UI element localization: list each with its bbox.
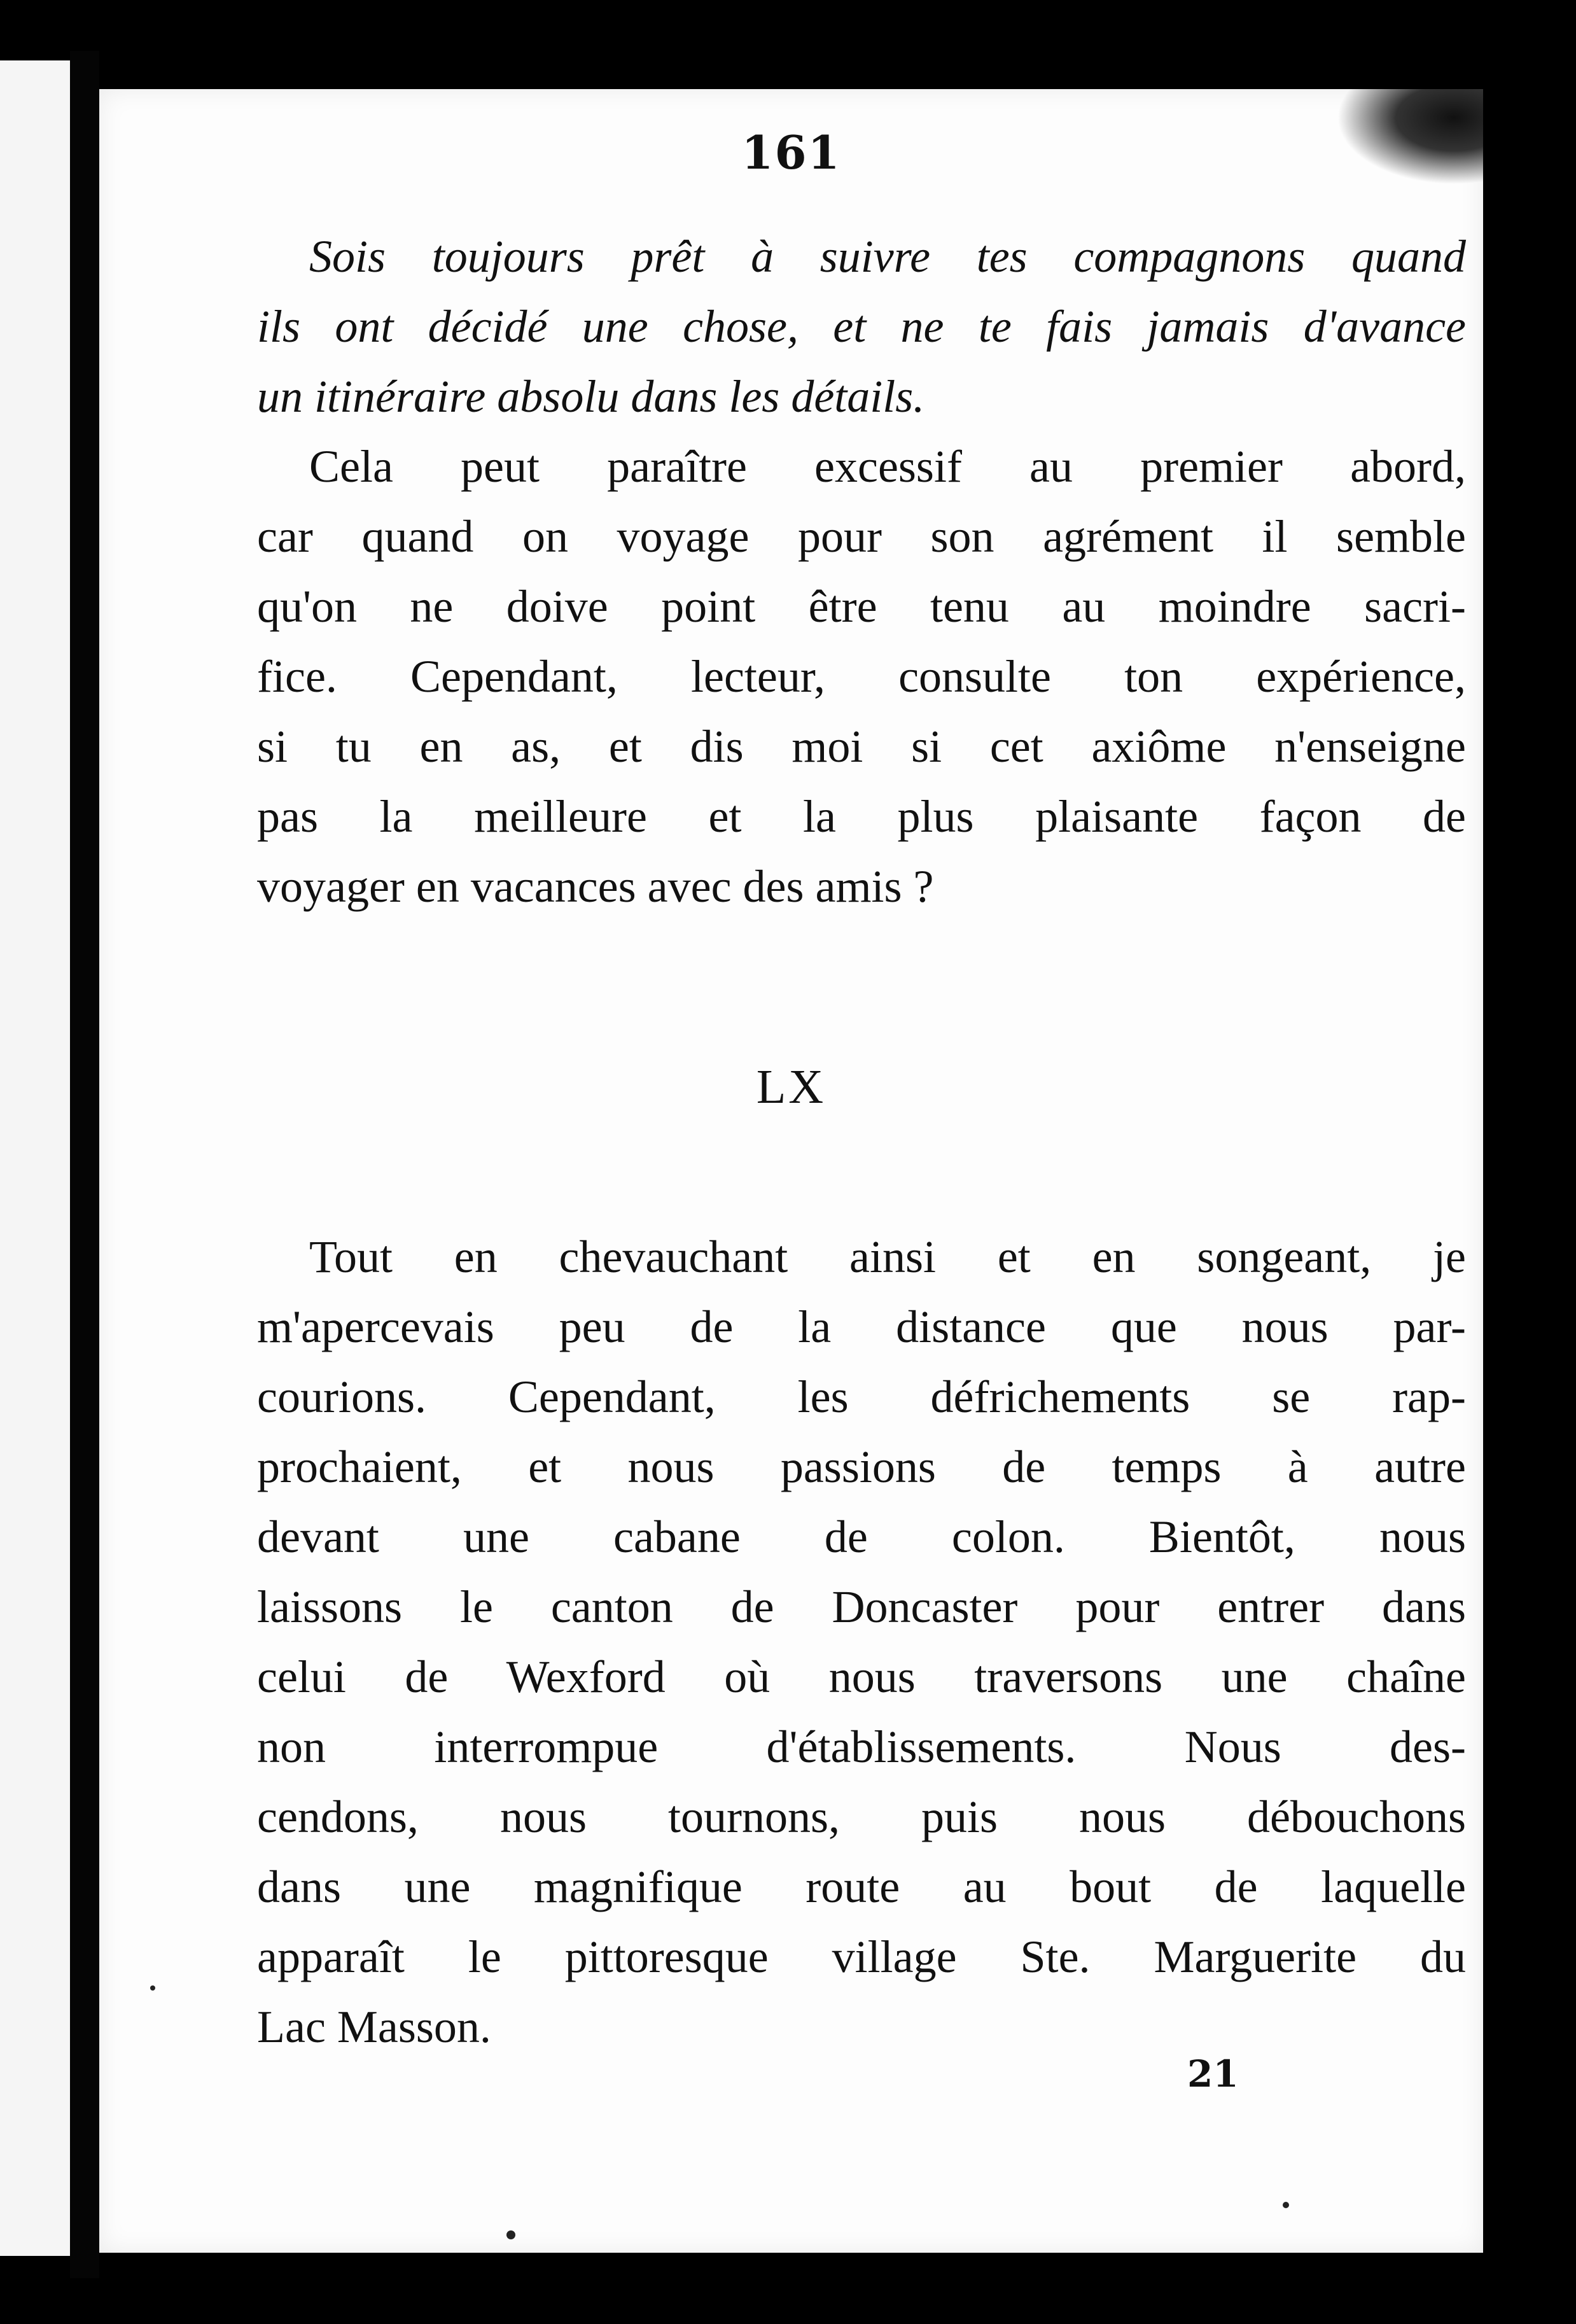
page-number: 161 [741, 125, 841, 179]
italic-paragraph [257, 221, 1466, 431]
text-line: courions. Cependant, les défrichements se rap- [257, 1371, 1466, 1422]
text-line: fice. Cependant, lecteur, consulte ton expérience, [257, 651, 1466, 702]
text-line: m'apercevais peu de la distance que nous par- [257, 1301, 1466, 1352]
text-line: prochaient, et nous passions de temps à autre [257, 1441, 1466, 1492]
text-line: devant une cabane de colon. Bientôt, nous [257, 1511, 1466, 1562]
text-line: Sois toujours prêt à suivre tes compagnons quand [309, 231, 1466, 282]
scan-speck [150, 1985, 155, 1991]
text-line: qu'on ne doive point être tenu au moindre sacri- [257, 581, 1466, 632]
signature-mark: 21 [1187, 2052, 1239, 2096]
text-line: si tu en as, et dis moi si cet axiôme n'enseigne [257, 721, 1466, 772]
section-paragraph [257, 1222, 1466, 2062]
text-line: voyager en vacances avec des amis ? [257, 861, 934, 912]
text-line: car quand on voyage pour son agrément il semble [257, 511, 1466, 562]
text-line: cendons, nous tournons, puis nous débouchons [257, 1791, 1466, 1842]
text-line: un itinéraire absolu dans les détails. [257, 371, 925, 422]
book-page [99, 89, 1483, 2253]
text-line: Tout en chevauchant ainsi et en songeant, je [309, 1231, 1466, 1282]
text-line: dans une magnifique route au bout de laquelle [257, 1861, 1466, 1912]
text-line: laissons le canton de Doncaster pour entrer dans [257, 1581, 1466, 1632]
text-line: ils ont décidé une chose, et ne te fais jamais d'avance [257, 301, 1466, 352]
text-line: celui de Wexford où nous traversons une chaîne [257, 1651, 1466, 1702]
scan-speck [1283, 2202, 1289, 2208]
text-line: Cela peut paraître excessif au premier abord, [309, 441, 1466, 492]
text-line: apparaît le pittoresque village Ste. Marguerite du [257, 1931, 1466, 1982]
book-binding [70, 51, 99, 2278]
text-line: pas la meilleure et la plus plaisante façon de [257, 791, 1466, 842]
body-paragraph [257, 431, 1466, 921]
text-line: non interrompue d'établissements. Nous des- [257, 1721, 1466, 1772]
section-heading: LX [756, 1060, 826, 1114]
adjacent-page-edge [0, 60, 70, 2256]
scan-speck [506, 2230, 515, 2239]
text-line: Lac Masson. [257, 2001, 491, 2052]
